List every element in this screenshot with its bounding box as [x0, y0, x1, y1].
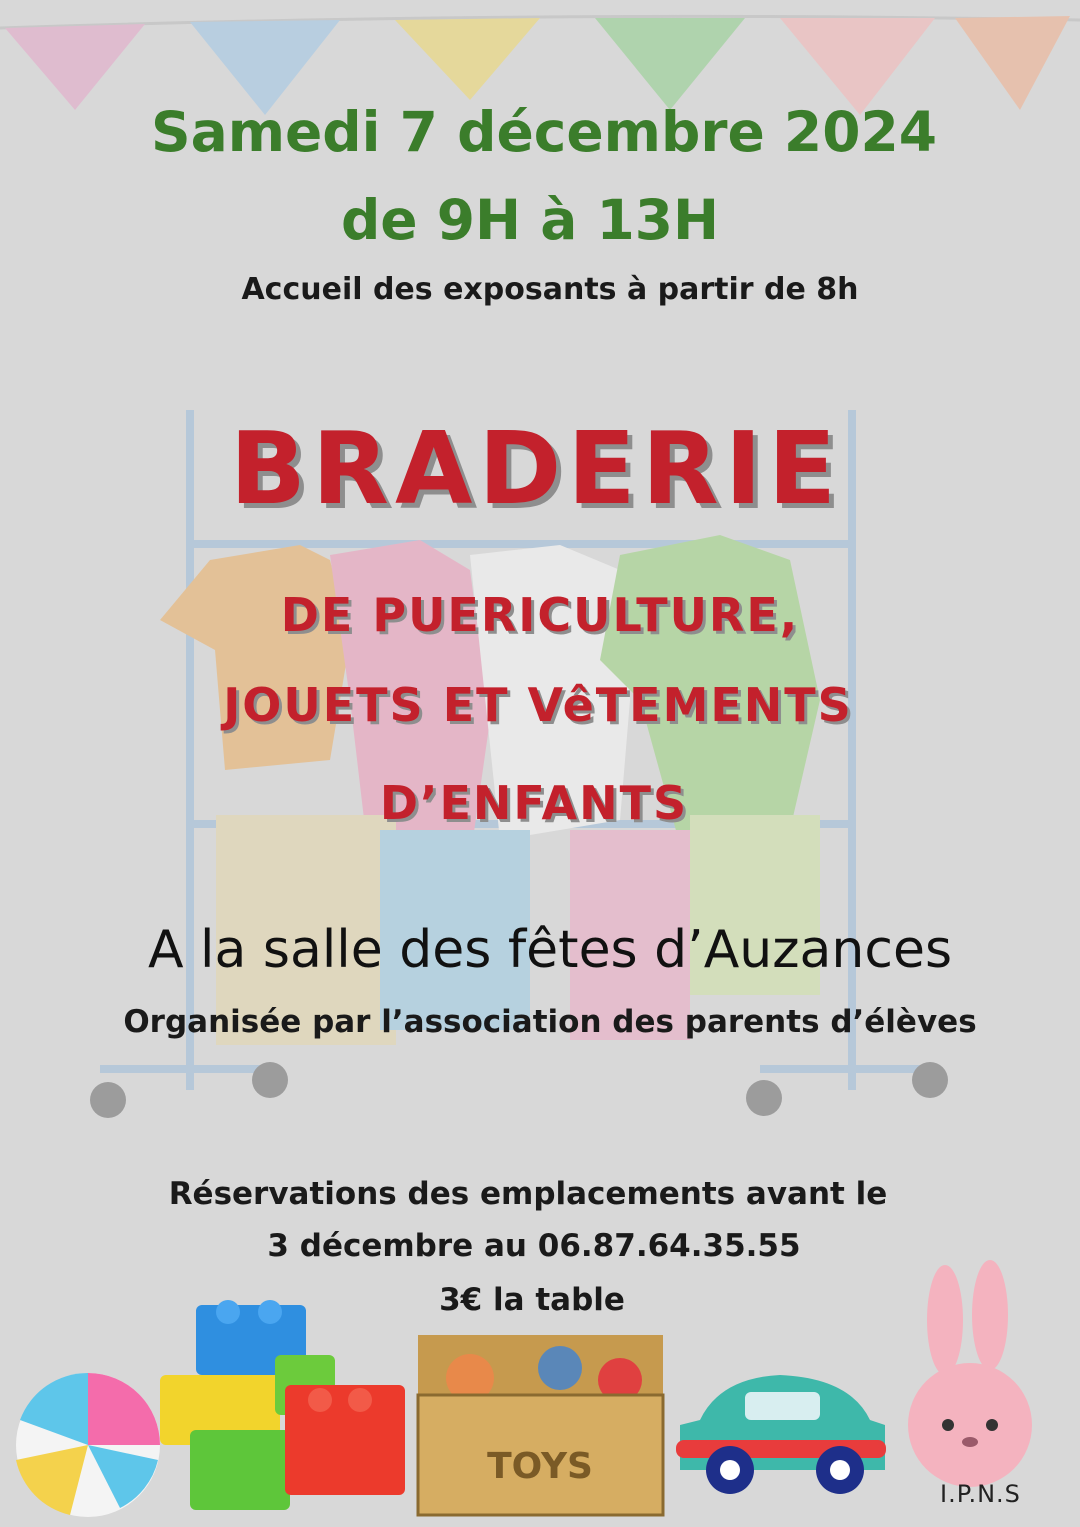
- event-date: Samedi 7 décembre 2024: [150, 100, 938, 164]
- building-blocks-icon: [160, 1300, 405, 1510]
- subtitle-line-1: DE PUERICULTURE,: [280, 588, 800, 642]
- subtitle-line-2: JOUETS ET VêTEMENTS: [223, 678, 853, 732]
- booking-line-2: 3 décembre au 06.87.64.35.55: [267, 1228, 801, 1264]
- booking-line-1: Réservations des emplacements avant le: [168, 1176, 888, 1212]
- toy-car-icon: [676, 1375, 886, 1494]
- table-price: 3€ la table: [439, 1282, 625, 1318]
- title-braderie: BRADERIE: [229, 410, 843, 527]
- subtitle-line-3: D’ENFANTS: [379, 776, 689, 830]
- beach-ball-icon: [16, 1373, 160, 1517]
- ipns-mention: I.P.N.S: [940, 1480, 1021, 1508]
- venue-place: A la salle des fêtes d’Auzances: [147, 920, 953, 980]
- exhibitors-welcome: Accueil des exposants à partir de 8h: [241, 272, 859, 307]
- toy-box-label: TOYS: [487, 1446, 593, 1487]
- event-hours: de 9H à 13H: [340, 188, 720, 252]
- organizer: Organisée par l’association des parents d’élèves: [123, 1004, 977, 1040]
- toy-box-icon: [418, 1335, 663, 1515]
